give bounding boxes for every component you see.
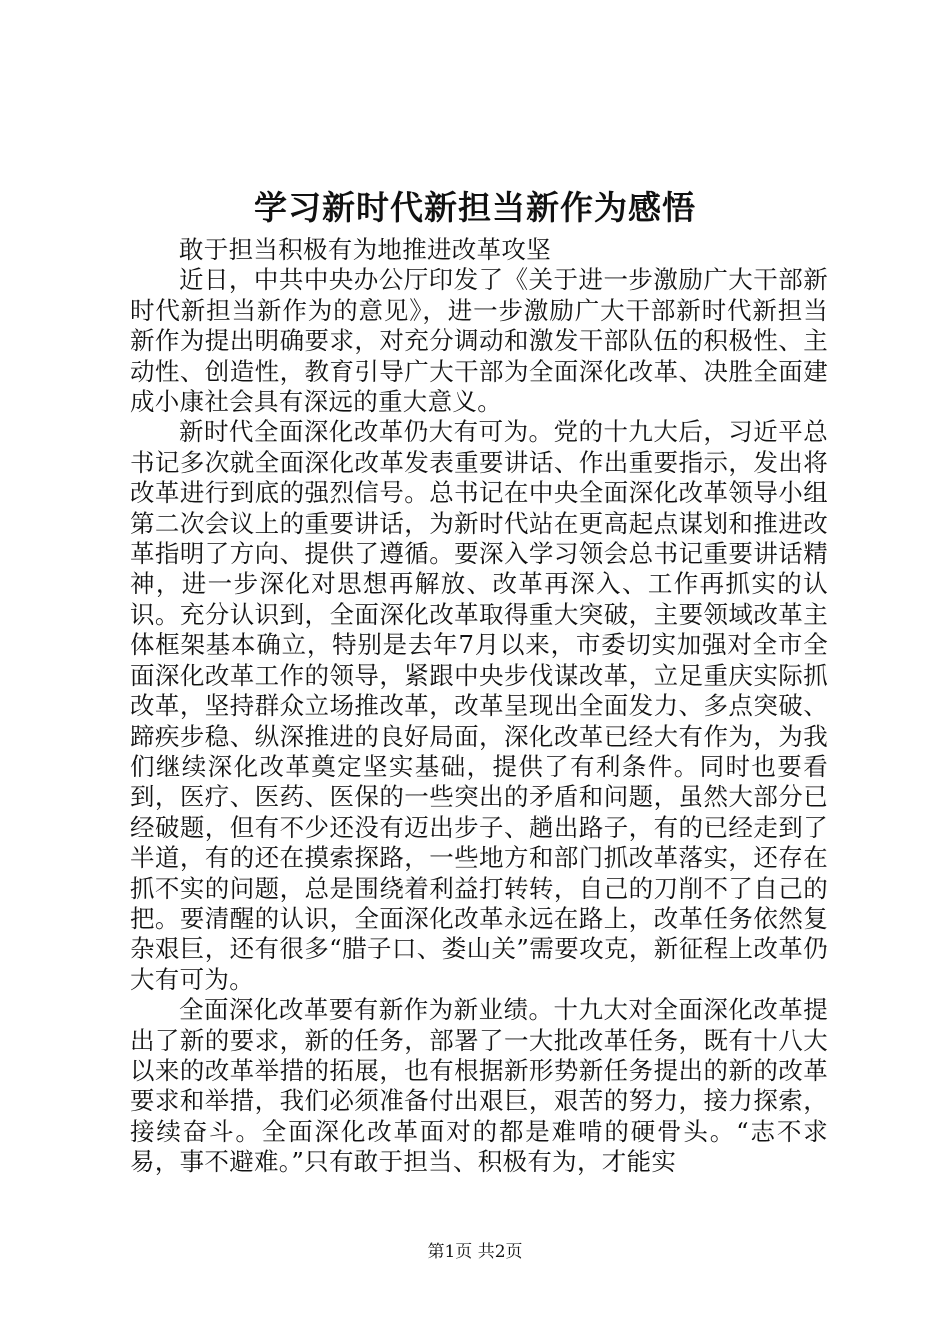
page-number-footer: 第1页 共2页: [427, 1242, 523, 1262]
body-paragraph: 全面深化改革要有新作为新业绩。十九大对全面深化改革提出了新的要求，新的任务，部署了一大批改革任务，既有十八大以来的改革举措的拓展，也有根据新形势新任务提出的新的改革要求和举措，我们必须准备付出艰巨，艰苦的努力，接力探索，接续奋斗。全面深化改革面对的都是难啃的硬骨头。“志不求易，事不避难。”只有敢于担当、积极有为，才能实: [130, 995, 828, 1177]
document-body: [130, 235, 828, 1178]
body-paragraph: 近日，中共中央办公厅印发了《关于进一步激励广大干部新时代新担当新作为的意见》，进一步激励广大干部新时代新担当新作为提出明确要求，对充分调动和激发干部队伍的积极性、主动性、创造性，教育引导广大干部为全面深化改革、决胜全面建成小康社会具有深远的重大意义。: [130, 265, 828, 417]
body-paragraph: 新时代全面深化改革仍大有可为。党的十九大后，习近平总书记多次就全面深化改革发表重要讲话、作出重要指示，发出将改革进行到底的强烈信号。总书记在中央全面深化改革领导小组第二次会议上的重要讲话，为新时代站在更高起点谋划和推进改革指明了方向、提供了遵循。要深入学习领会总书记重要讲话精神，进一步深化对思想再解放、改革再深入、工作再抓实的认识。充分认识到，全面深化改革取得重大突破，主要领域改革主体框架基本确立，特别是去年7月以来，市委切实加强对全市全面深化改革工作的领导，紧跟中央步伐谋改革，立足重庆实际抓改革，坚持群众立场推改革，改革呈现出全面发力、多点突破、蹄疾步稳、纵深推进的良好局面，深化改革已经大有作为，为我们继续深化改革奠定坚实基础，提供了有利条件。同时也要看到，医疗、医药、医保的一些突出的矛盾和问题，虽然大部分已经破题，但有不少还没有迈出步子、趟出路子，有的已经走到了半道，有的还在摸索探路，一些地方和部门抓改革落实，还存在抓不实的问题，总是围绕着利益打转转，自己的刀削不了自己的把。要清醒的认识，全面深化改革永远在路上，改革任务依然复杂艰巨，还有很多“腊子口、娄山关”需要攻克，新征程上改革仍大有可为。: [130, 417, 829, 994]
document-title: 学习新时代新担当新作为感悟: [254, 188, 696, 227]
section-heading: 敢于担当积极有为地推进改革攻坚: [179, 235, 551, 264]
